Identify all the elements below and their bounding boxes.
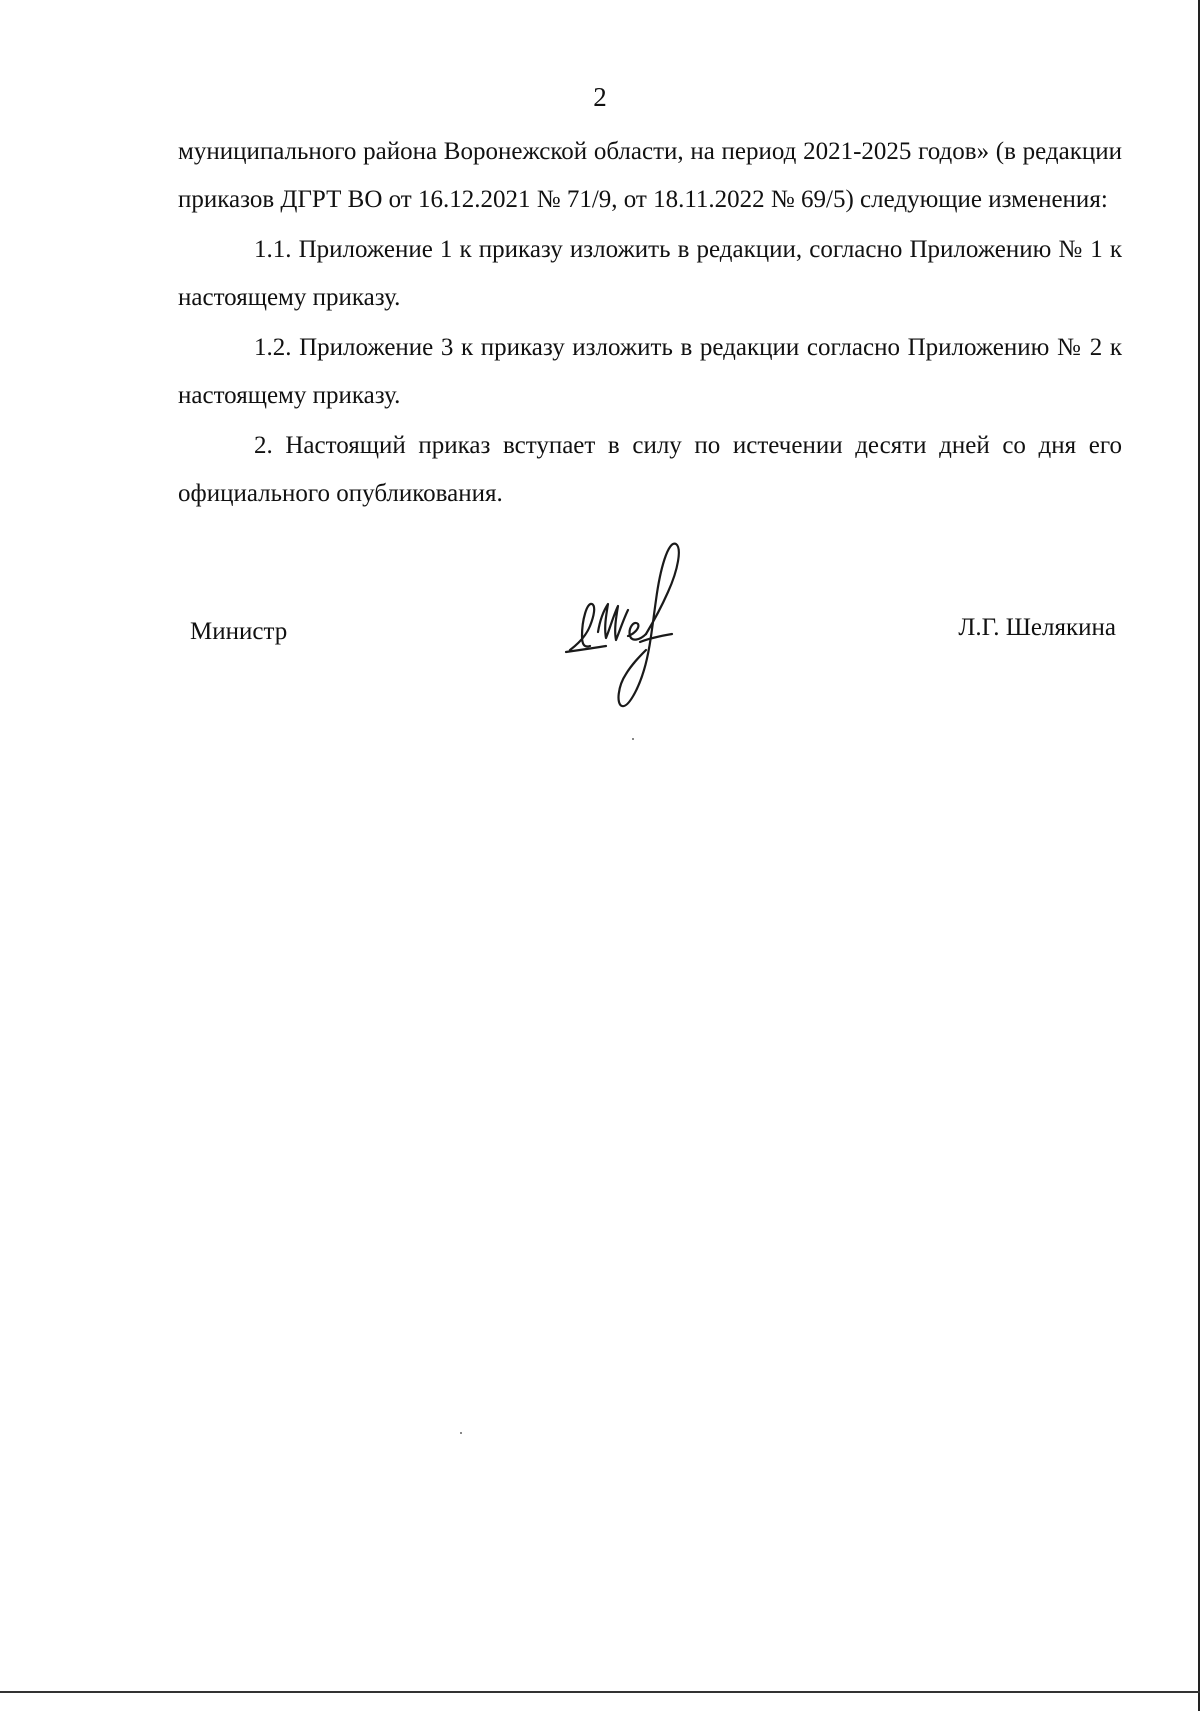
scan-speck [460,1432,462,1434]
scan-edge-bottom [0,1691,1200,1693]
paragraph-item-1-2: 1.2. Приложение 3 к приказу изложить в редакции согласно Приложению № 2 к настоящему приказу. [178,334,1122,409]
paragraph-item-1-1: 1.1. Приложение 1 к приказу изложить в редакции, согласно Приложению № 1 к настоящему приказу. [178,236,1122,311]
paragraph-intro: муниципального района Воронежской области, на период 2021-2025 годов» (в редакции приказов ДГРТ ВО от 16.12.2021 № 71/9, от 18.11.2022 № 69/5) следующие изменения: [178,138,1122,213]
page-number: 2 [593,82,607,112]
scan-speck [632,738,634,740]
signer-name: Л.Г. Шелякина [958,614,1116,641]
document-body [178,128,1122,520]
handwritten-signature-icon [560,540,740,720]
signer-position: Министр [190,618,288,645]
paragraph-item-2: 2. Настоящий приказ вступает в силу по истечении десяти дней со дня его официального опубликования. [178,432,1122,507]
